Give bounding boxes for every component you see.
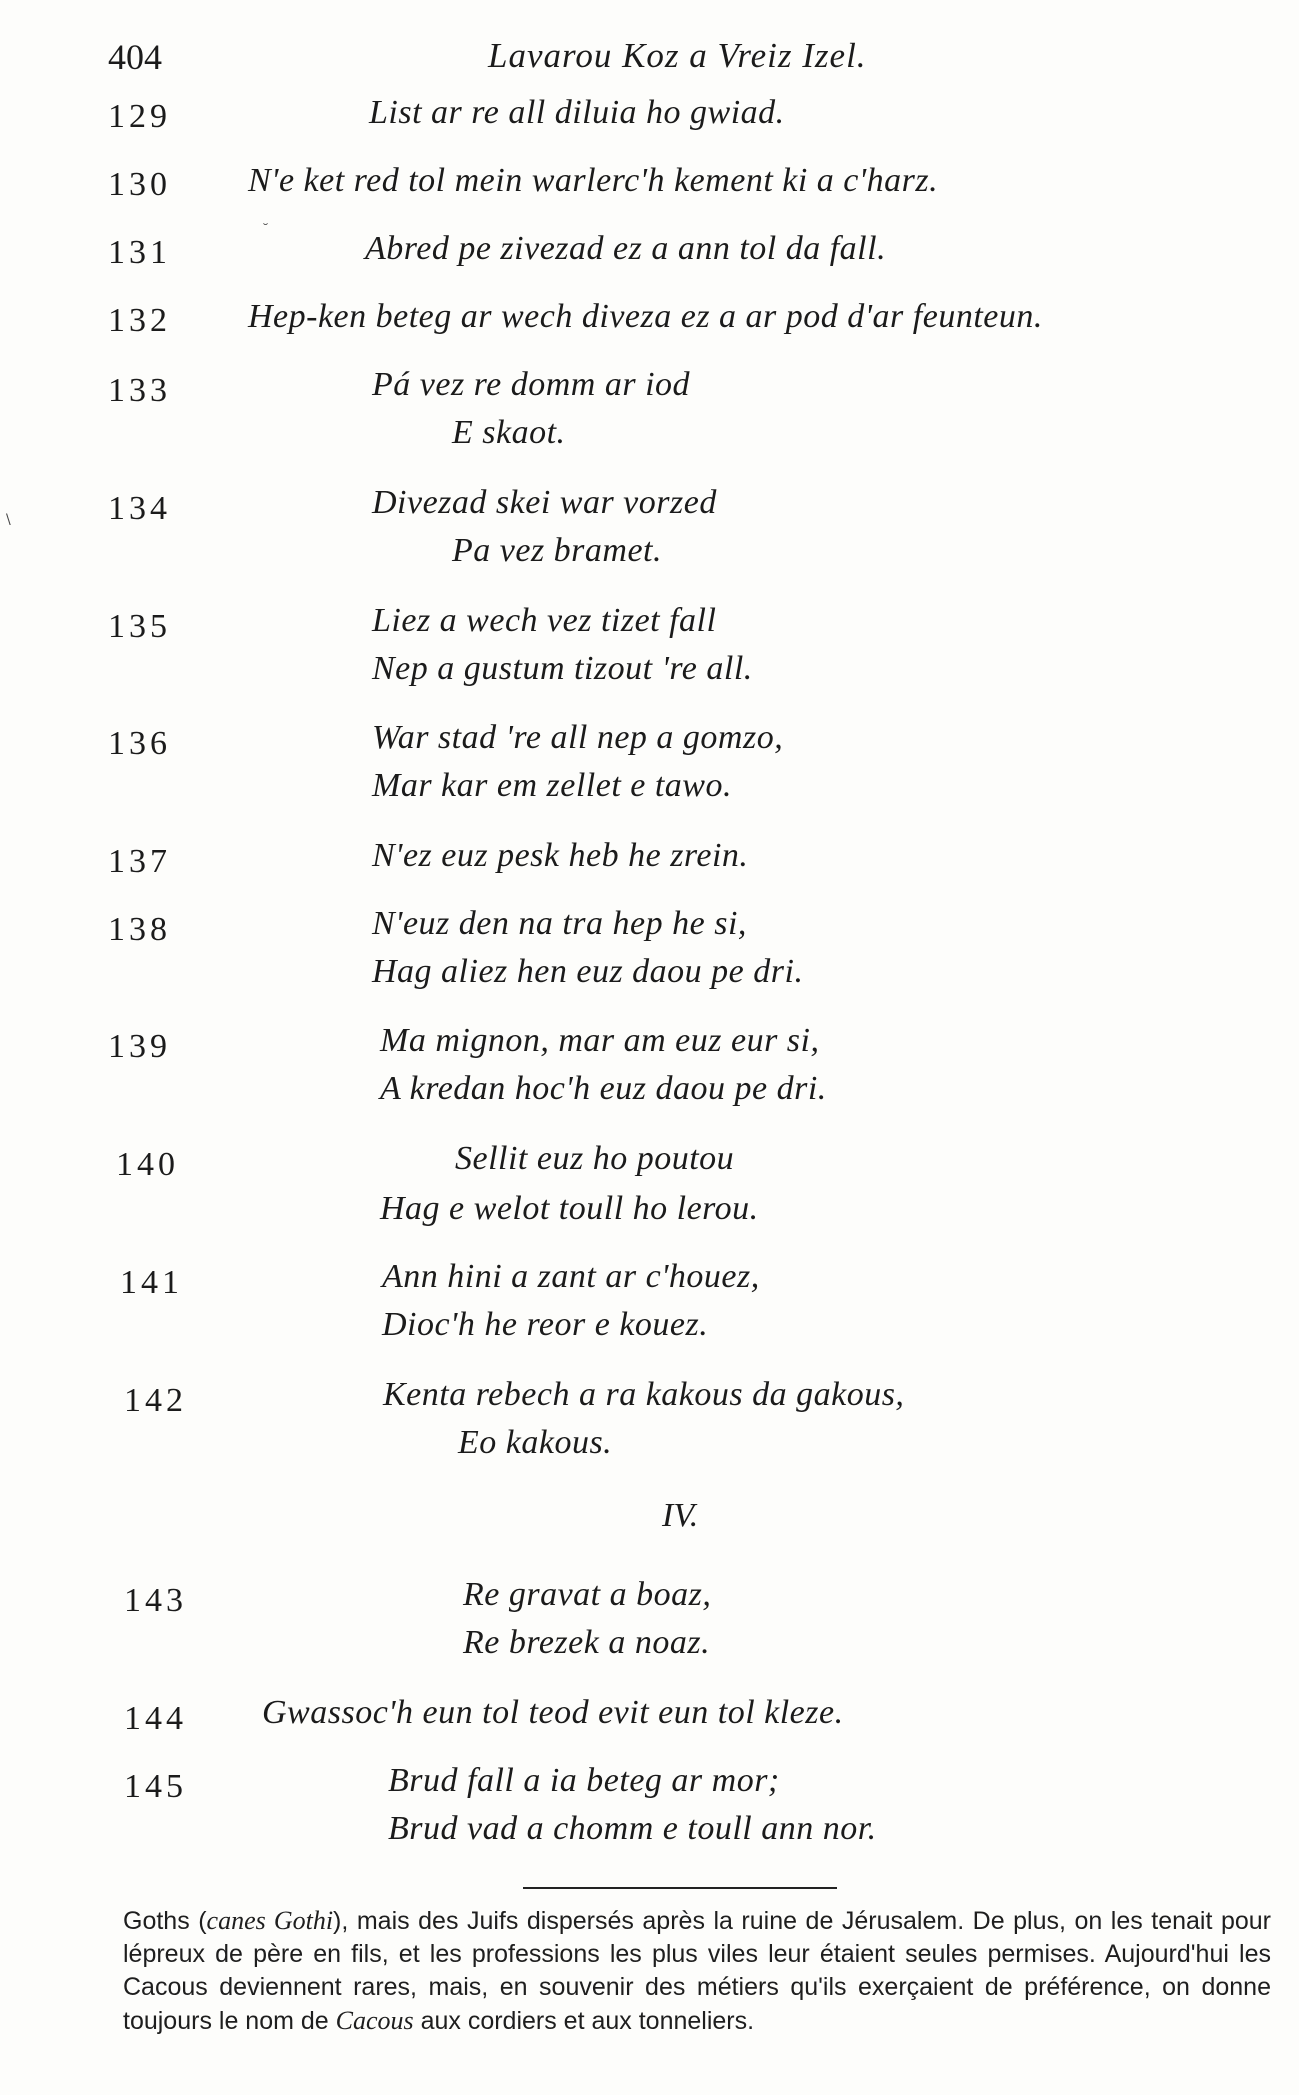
verse-line: N'ez euz pesk heb he zrein. [372,837,749,874]
verse-line: Hag e welot toull ho lerou. [380,1190,759,1227]
verse-number: 129 [108,98,171,135]
verse-line: Eo kakous. [458,1424,613,1461]
verse-line: Kenta rebech a ra kakous da gakous, [383,1376,905,1413]
verse-line: A kredan hoc'h euz daou pe dri. [380,1070,827,1107]
verse-number: 141 [120,1264,183,1301]
footnote [123,1904,1271,2038]
footnote-text: Goths ( [123,1907,207,1935]
verse-line: Liez a wech vez tizet fall [372,602,717,639]
verse-line: Divezad skei war vorzed [372,484,717,521]
verse-line: Nep a gustum tizout 're all. [372,650,753,687]
verse-line: Ann hini a zant ar c'houez, [382,1258,760,1295]
verse-number: 136 [108,725,171,762]
verse-line: Hag aliez hen euz daou pe dri. [372,953,804,990]
verse-number: 135 [108,608,171,645]
footnote-separator [523,1887,837,1889]
running-title: Lavarou Koz a Vreiz Izel. [488,36,867,75]
page-number: 404 [108,37,162,77]
verse-line: Pa vez bramet. [452,532,663,569]
verse-line: Dioc'h he reor e kouez. [382,1306,709,1343]
verse-number: 142 [124,1382,187,1419]
footnote-italic: Cacous [335,2006,414,2035]
verse-line: Hep-ken beteg ar wech diveza ez a ar pod d'ar feunteun. [248,298,1043,335]
verse-number: 143 [124,1582,187,1619]
verse-number: 137 [108,843,171,880]
footnote-italic: canes Gothi [206,1906,334,1935]
verse-line: List ar re all diluia ho gwiad. [369,94,785,131]
verse-number: 134 [108,490,171,527]
verse-line: N'e ket red tol mein warlerc'h kement ki a c'harz. [248,162,939,199]
footnote-text: aux cordiers et aux tonneliers. [413,2007,755,2035]
verse-line: Re brezek a noaz. [463,1624,711,1661]
scan-mark: ˘ [262,222,269,238]
verse-line: War stad 're all nep a gomzo, [372,719,784,756]
verse-line: N'euz den na tra hep he si, [372,905,747,942]
verse-number: 140 [116,1146,179,1183]
verse-number: 132 [108,302,171,339]
footnote-text: ), mais des Juifs dispersés après la ruine de Jérusalem. De plus, on les tenait pour lépreux de père en fils, et les professions les plus viles leur étaient seules permises. Aujourd'hui les Cacous deviennent rares, mais, en souvenir des métiers qu'ils exerçaient de préférence, on donne toujours le nom de [123,1907,1271,2035]
verse-number: 144 [124,1700,187,1737]
verse-line: E skaot. [452,414,566,451]
verse-line: Brud vad a chomm e toull ann nor. [388,1810,877,1847]
verse-line: Pá vez re domm ar iod [372,366,691,403]
page-header [108,36,1108,86]
verse-number: 131 [108,234,171,271]
verse-number: 133 [108,372,171,409]
verse-number: 139 [108,1028,171,1065]
scan-mark: \ [6,512,11,528]
section-heading: IV. [662,1497,699,1534]
verse-number: 130 [108,166,171,203]
verse-number: 145 [124,1768,187,1805]
verse-line: Brud fall a ia beteg ar mor; [388,1762,780,1799]
verse-line: Sellit euz ho poutou [455,1140,735,1177]
verse-line: Mar kar em zellet e tawo. [372,767,732,804]
verse-line: Re gravat a boaz, [463,1576,712,1613]
verse-line: Ma mignon, mar am euz eur si, [380,1022,820,1059]
verse-line: Gwassoc'h eun tol teod evit eun tol kleze. [262,1694,844,1731]
verse-number: 138 [108,911,171,948]
verse-line: Abred pe zivezad ez a ann tol da fall. [365,230,887,267]
